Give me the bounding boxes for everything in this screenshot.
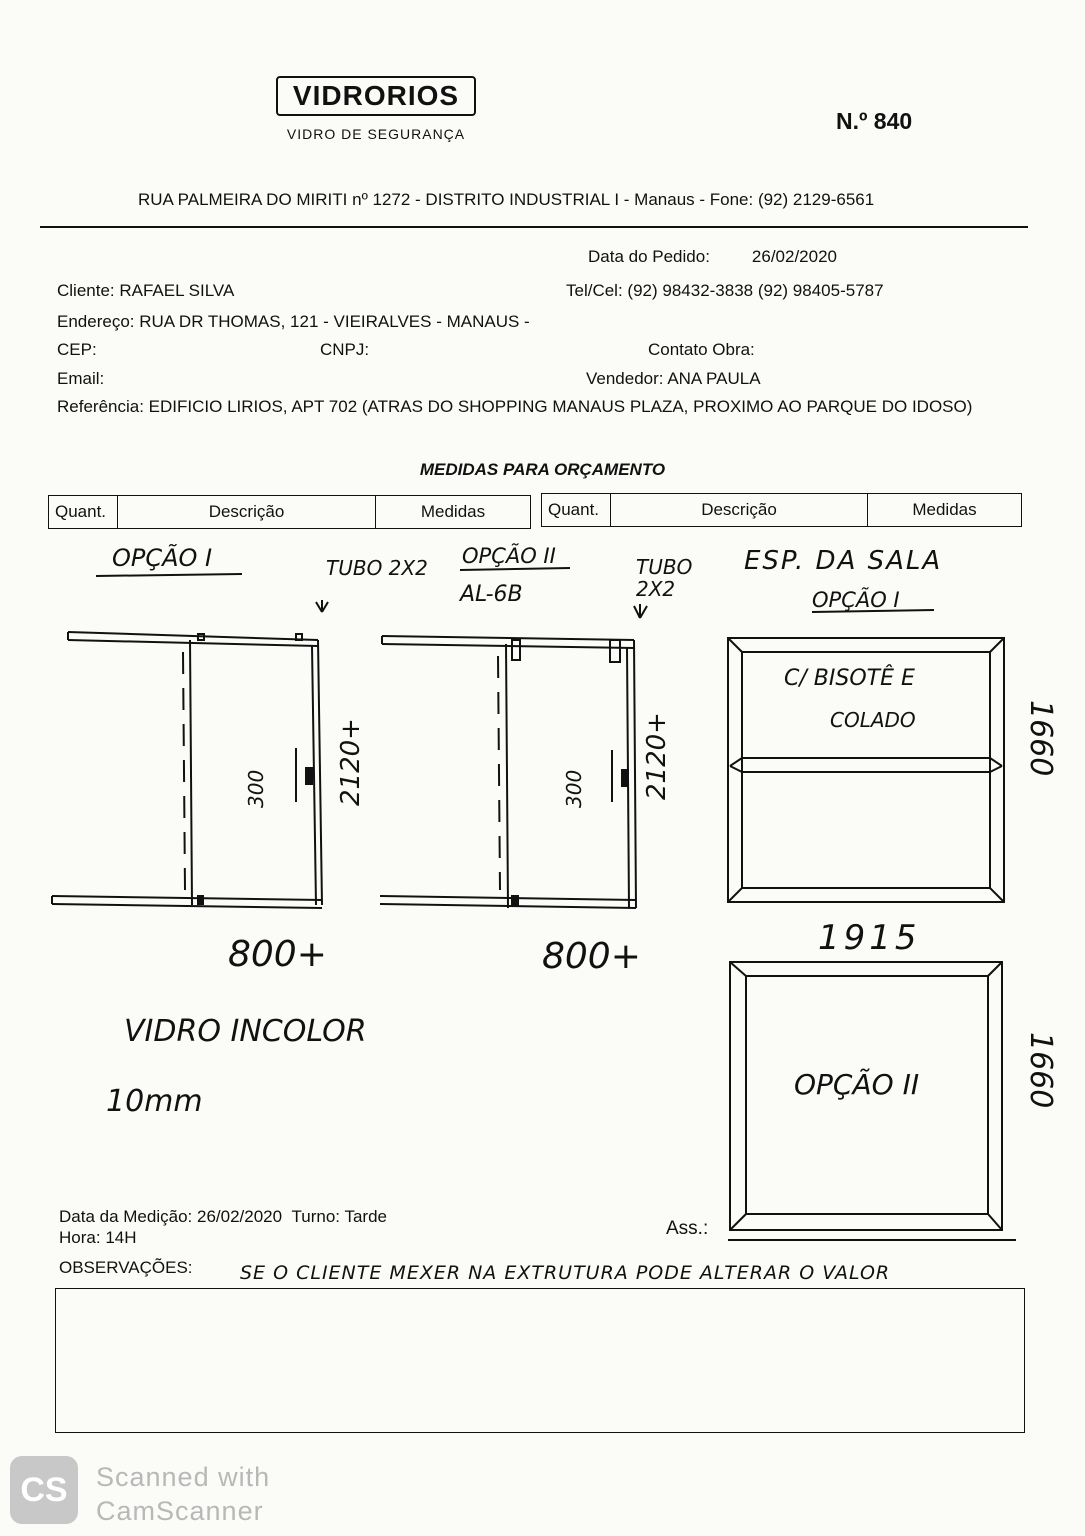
- email-label: Email:: [57, 369, 105, 388]
- measurement-date: [59, 1207, 387, 1227]
- client-value: RAFAEL SILVA: [119, 281, 235, 300]
- hora-field: [59, 1228, 137, 1248]
- observations-label: OBSERVAÇÕES:: [59, 1258, 193, 1277]
- camscanner-watermark: [96, 1460, 270, 1528]
- opcao2-door-sketch: [380, 604, 647, 908]
- reference-field: [57, 397, 1017, 417]
- hw-dim-300a: 300: [244, 769, 268, 808]
- order-number-value: 840: [873, 108, 913, 134]
- hw-tubo2: TUBO 2X2: [636, 555, 693, 601]
- hw-dim-2120a: 2120+: [336, 718, 366, 806]
- hw-dim-800b: 800+: [542, 936, 641, 977]
- measures-table-right: [541, 493, 1022, 527]
- company-address: RUA PALMEIRA DO MIRITI nº 1272 - DISTRITO INDUSTRIAL I - Manaus - Fone: (92) 2129-6561: [138, 190, 875, 209]
- turno-label: Turno:: [291, 1207, 341, 1226]
- col-quant: Quant.: [542, 494, 611, 527]
- med-date-label: Data da Medição:: [59, 1207, 193, 1226]
- hw-al: AL-6B: [460, 582, 523, 607]
- hw-dim-2120b: 2120+: [642, 712, 672, 800]
- logo-subtitle: VIDRO DE SEGURANÇA: [286, 126, 466, 142]
- seller-field: [586, 369, 761, 389]
- company-logo: [276, 76, 476, 116]
- camscanner-logo: CS: [10, 1456, 78, 1524]
- order-date-value: 26/02/2020: [751, 247, 838, 266]
- hora-value: 14H: [105, 1228, 137, 1247]
- hw-vidro2: 10mm: [106, 1084, 203, 1119]
- watermark-line1: Scanned with: [96, 1462, 271, 1492]
- hw-esp-opcao: OPÇÃO I: [812, 588, 900, 612]
- phone-label: Tel/Cel:: [566, 281, 623, 300]
- hw-dim-1660b: 1660: [1023, 1032, 1058, 1109]
- hw-obs-note: SE O CLIENTE MEXER NA EXTRUTURA PODE ALTERAR O VALOR: [240, 1262, 891, 1284]
- col-medidas: Medidas: [376, 496, 531, 529]
- watermark-line2: CamScanner: [96, 1496, 264, 1526]
- logo-text: VIDRORIOS: [292, 80, 460, 111]
- col-descricao: Descrição: [611, 494, 868, 527]
- order-number: [836, 108, 912, 135]
- med-date-value: 26/02/2020: [196, 1207, 283, 1226]
- col-quant: Quant.: [49, 496, 118, 529]
- hw-bisote1: C/ BISOTÊ E: [784, 666, 915, 691]
- hw-tubo1: TUBO 2X2: [326, 556, 428, 580]
- turno-value: Tarde: [344, 1207, 387, 1226]
- cnpj-label: CNPJ:: [320, 340, 370, 359]
- seller-label: Vendedor:: [586, 369, 664, 388]
- measures-title: MEDIDAS PARA ORÇAMENTO: [419, 460, 666, 479]
- header-divider: [40, 226, 1028, 228]
- reference-value: EDIFICIO LIRIOS, APT 702 (ATRAS DO SHOPPING MANAUS PLAZA, PROXIMO AO PARQUE DO IDOSO): [148, 397, 973, 416]
- reference-label: Referência:: [57, 397, 144, 416]
- seller-value: ANA PAULA: [667, 369, 761, 388]
- order-date-label: Data do Pedido:: [588, 247, 710, 266]
- signature-label: Ass.:: [666, 1218, 709, 1239]
- measures-table-left: [48, 495, 531, 529]
- hw-opcao2: OPÇÃO II: [462, 544, 556, 568]
- col-descricao: Descrição: [118, 496, 376, 529]
- hw-dim-1660a: 1660: [1023, 700, 1058, 777]
- order-number-label: N.º: [836, 108, 868, 134]
- hw-esp: ESP. DA SALA: [744, 546, 943, 576]
- opcao1-door-sketch: [52, 600, 328, 908]
- client-label: Cliente:: [57, 281, 115, 300]
- hw-dim-1915: 1915: [818, 918, 921, 958]
- hw-dim-800a: 800+: [228, 934, 327, 975]
- cep-label: CEP:: [57, 340, 97, 359]
- col-medidas: Medidas: [868, 494, 1022, 527]
- contact-label: Contato Obra:: [648, 340, 755, 359]
- client-field: [57, 281, 234, 301]
- address-label: Endereço:: [57, 312, 135, 331]
- address-field: [57, 312, 530, 332]
- hora-label: Hora:: [59, 1228, 101, 1247]
- observations-box: [55, 1288, 1025, 1433]
- order-date: [588, 247, 837, 267]
- phone-value: (92) 98432-3838 (92) 98405-5787: [627, 281, 884, 300]
- hw-vidro1: VIDRO INCOLOR: [124, 1014, 367, 1049]
- phone-field: [566, 281, 884, 301]
- hw-opcao2-mirror: OPÇÃO II: [794, 1068, 920, 1101]
- hw-dim-300b: 300: [562, 769, 586, 808]
- hw-opcao1: OPÇÃO I: [112, 544, 213, 572]
- address-value: RUA DR THOMAS, 121 - VIEIRALVES - MANAUS -: [139, 312, 530, 331]
- hw-bisote2: COLADO: [830, 708, 916, 732]
